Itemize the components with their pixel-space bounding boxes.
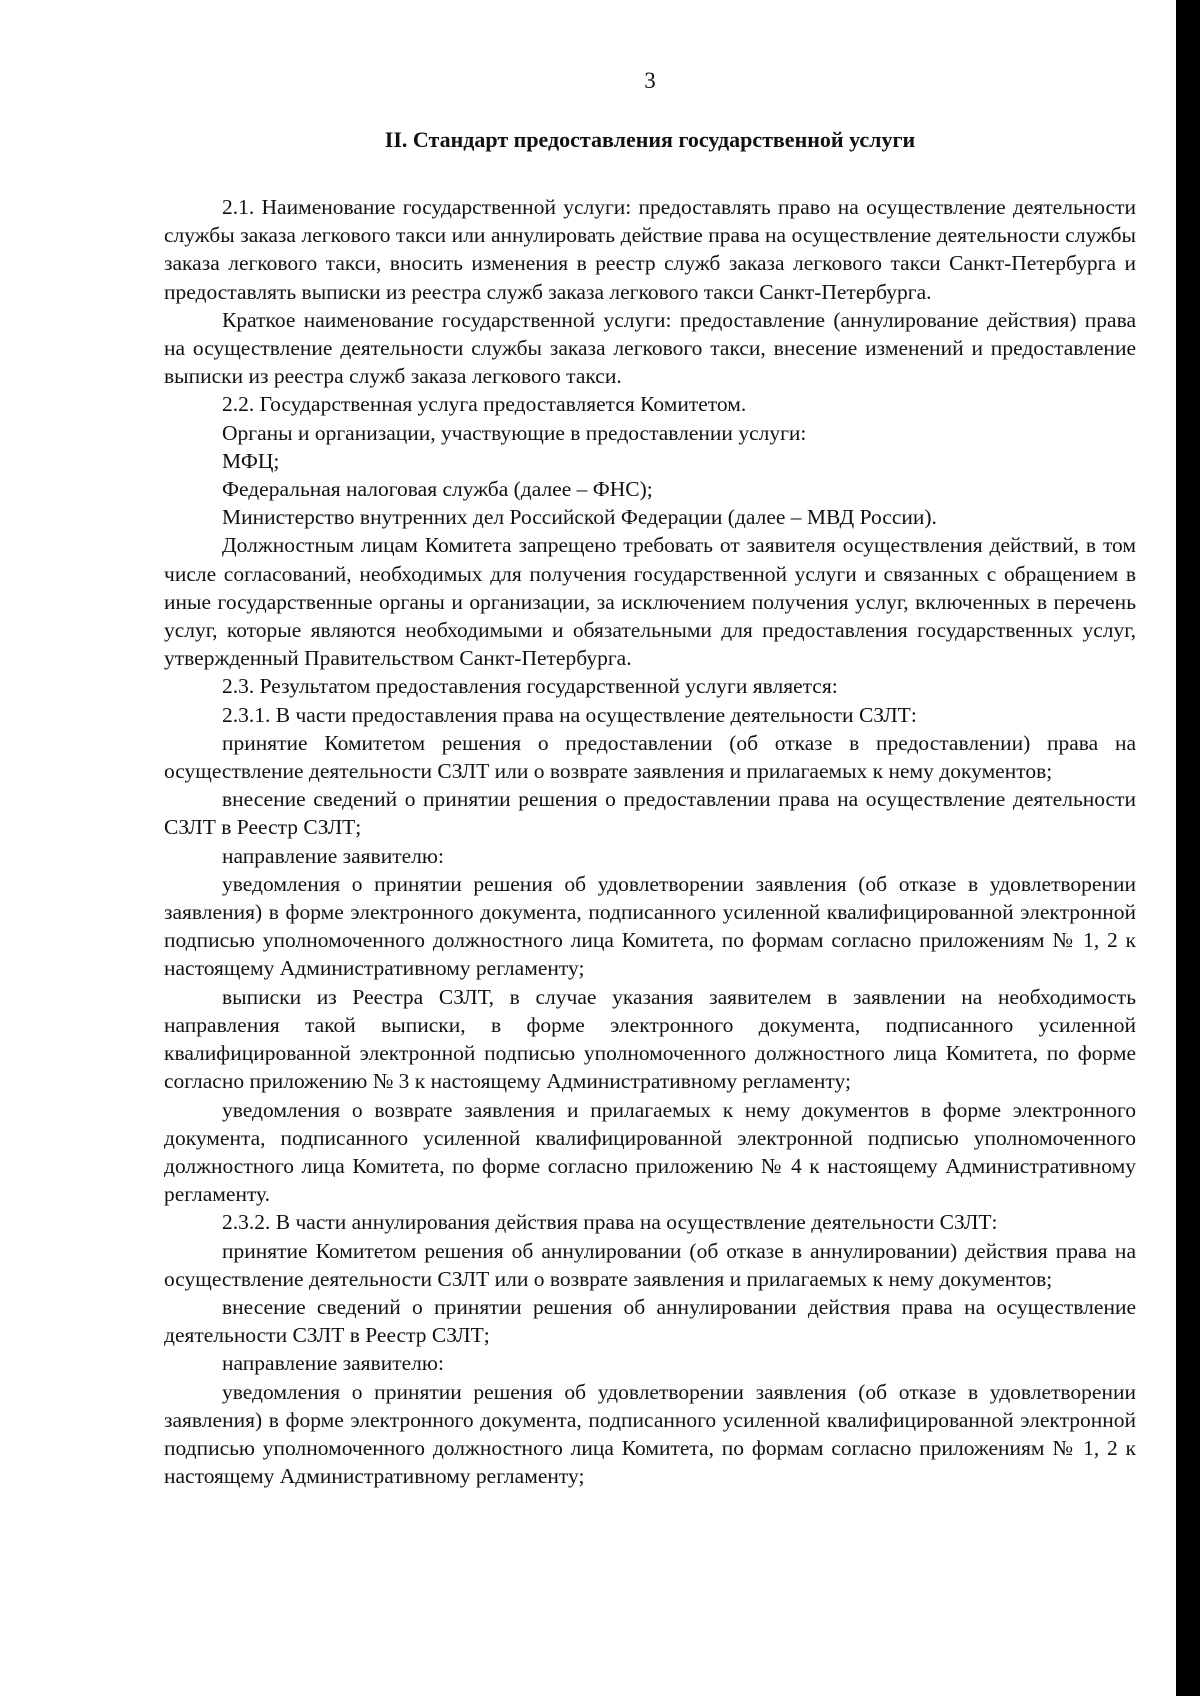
paragraph-registry-extract: выписки из Реестра СЗЛТ, в случае указания заявителем в заявлении на необходимость направления такой выписки, в форме электронного документа, подписанного усиленной квалифицированной электронной подписью уполномоченного должностного лица Комитета, по форме согласно приложению № 3 к настоящему Административному регламенту; [164,984,1136,1094]
paragraph-decision-annul: принятие Комитетом решения об аннулировании (об отказе в аннулировании) действия права на осуществление деятельности СЗЛТ или о возврате заявления и прилагаемых к нему документов; [164,1238,1136,1291]
paragraph-sending-2: направление заявителю: [222,1351,444,1376]
scan-edge-border [1176,0,1200,1696]
paragraph-notice-decision-2: уведомления о принятии решения об удовлетворении заявления (об отказе в удовлетворении заявления) в форме электронного документа, подписанного усиленной квалифицированной электронной подписью уполномоченного должностного лица Комитета, по формам согласно приложениям № 1, 2 к настоящему Административному регламенту; [164,1379,1136,1489]
paragraph-mvd: Министерство внутренних дел Российской Федерации (далее – МВД России). [222,505,937,530]
paragraph-participants-intro: Органы и организации, участвующие в предоставлении услуги: [222,420,807,445]
page-number: 3 [644,68,656,93]
paragraph-notice-return: уведомления о возврате заявления и прилагаемых к нему документов в форме электронного документа, подписанного усиленной квалифицированной электронной подписью уполномоченного должностного лица Комитета, по форме согласно приложению № 4 к настоящему Административному регламенту. [164,1097,1136,1207]
paragraph-short-name: Краткое наименование государственной услуги: предоставление (аннулирование действия) права на осуществление деятельности службы заказа легкового такси, внесение изменений и предоставление выписки из реестра служб заказа легкового такси. [164,307,1136,389]
paragraph-decision-grant: принятие Комитетом решения о предоставлении (об отказе в предоставлении) права на осуществление деятельности СЗЛТ или о возврате заявления и прилагаемых к нему документов; [164,730,1136,784]
paragraph-registry-grant: внесение сведений о принятии решения о предоставлении права на осуществление деятельности СЗЛТ в Реестр СЗЛТ; [164,787,1136,840]
paragraph-2-3-1: 2.3.1. В части предоставления права на осуществление деятельности СЗЛТ: [222,702,917,727]
paragraph-prohibition: Должностным лицам Комитета запрещено требовать от заявителя осуществления действий, в том числе согласований, необходимых для получения государственной услуги и связанных с обращением в иные государственные органы и организации, за исключением получения услуг, включенных в перечень услуг, которые являются необходимыми и обязательными для предоставления государственных услуг, утвержденный Правительством Санкт-Петербурга. [164,533,1136,671]
paragraph-registry-annul: внесение сведений о принятии решения об аннулировании действия права на осуществление деятельности СЗЛТ в Реестр СЗЛТ; [164,1294,1136,1348]
paragraph-fns: Федеральная налоговая служба (далее – ФНС); [222,477,653,502]
paragraph-2-1: 2.1. Наименование государственной услуги: предоставлять право на осуществление деятельности службы заказа легкового такси или аннулировать действие права на осуществление деятельности службы заказа легкового такси, вносить изменения в реестр служб заказа легкового такси Санкт-Петербурга и предоставлять выписки из реестра служб заказа легкового такси Санкт-Петербурга. [164,195,1136,304]
paragraph-2-2: 2.2. Государственная услуга предоставляется Комитетом. [222,392,747,417]
paragraph-notice-decision-1: уведомления о принятии решения об удовлетворении заявления (об отказе в удовлетворении заявления) в форме электронного документа, подписанного усиленной квалифицированной электронной подписью уполномоченного должностного лица Комитета, по формам согласно приложениям № 1, 2 к настоящему Административному регламенту; [164,871,1136,981]
paragraph-mfc: МФЦ; [222,448,280,473]
paragraph-2-3: 2.3. Результатом предоставления государственной услуги является: [222,674,838,699]
section-title: II. Стандарт предоставления государственной услуги [384,127,916,152]
paragraph-2-3-2: 2.3.2. В части аннулирования действия права на осуществление деятельности СЗЛТ: [222,1210,998,1235]
document-body [164,193,1136,1490]
paragraph-sending-1: направление заявителю: [222,843,444,868]
